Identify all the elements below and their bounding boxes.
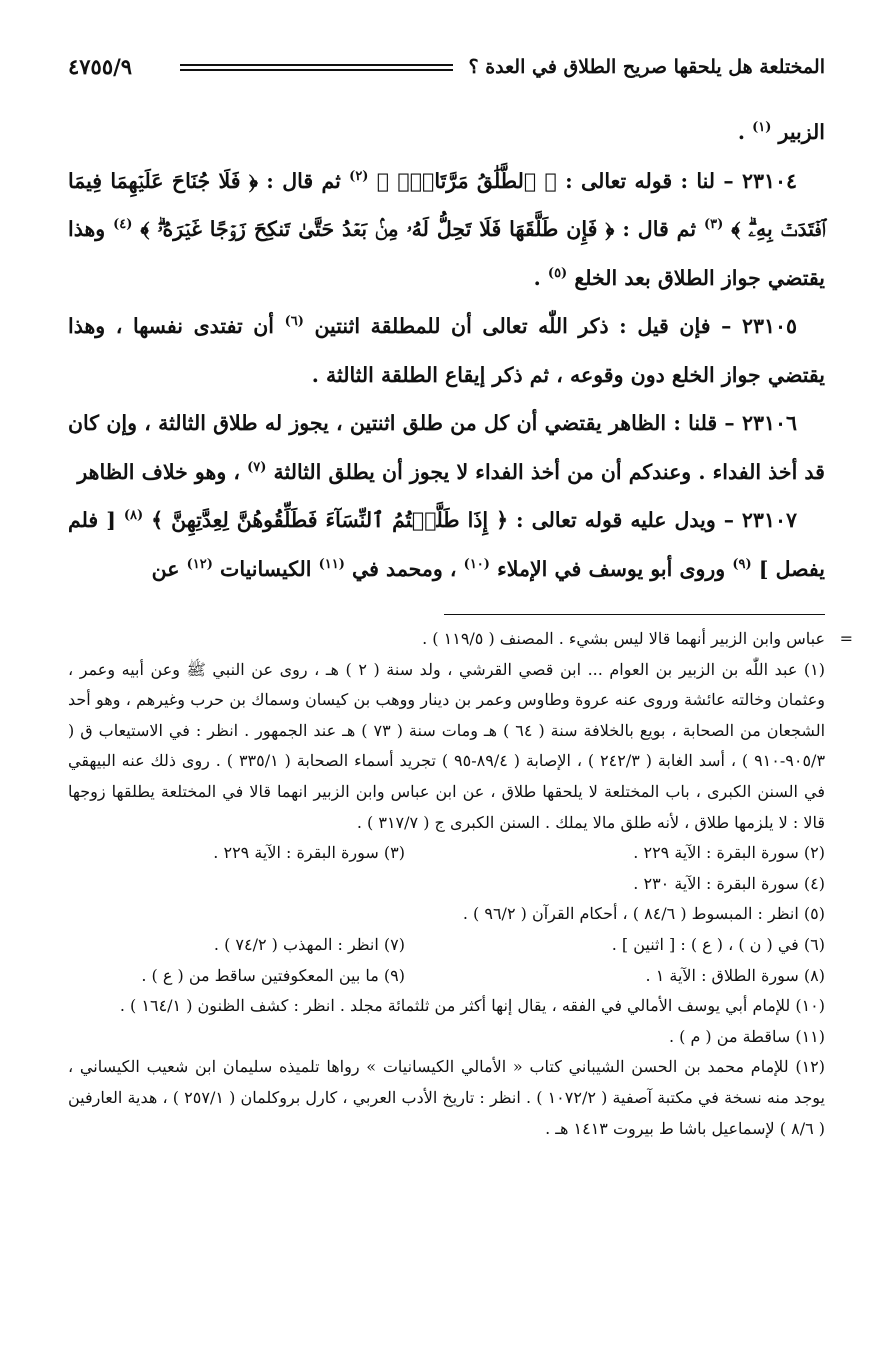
footnote-ref: (١٠) <box>463 556 490 572</box>
footnote-ref: (٢) <box>349 168 369 184</box>
paragraph-number: ٢٣١٠٧ <box>741 508 797 532</box>
paragraph-23104: ٢٣١٠٤ – لنا : قوله تعالى : ﴿ ٱلطَّلَٰقُ مَرَّتَانِۖ ﴾ $^{(٢)}$ ثم قال : ﴿ فَلَا جُنَاحَ عَلَيۡهِمَا فِيمَا ٱفۡتَدَتۡ بِهِۦۗ ﴾ $^{(٣)}$ ثم قال : ﴿ فَإِن طَلَّقَهَا فَلَا تَحِلُّ لَهُۥ مِنۢ بَعۡدُ حَتَّىٰ تَنكِحَ زَوۡجًا غَيۡرَهُۥۗ ﴾ $^{(٤)}$ وهذا يقتضي جواز الطلاق بعد الخلع $^{(٥)}$ . <box>68 168 826 290</box>
footnote-6: (٦) في ( ن ) ، ( ع ) : [ اثنين ] . <box>611 934 825 954</box>
paragraph-23107: ٢٣١٠٧ – ويدل عليه قوله تعالى : ﴿ إِذَا طَلَّقۡتُمُ ٱلنِّسَآءَ فَطَلِّقُوهُنَّ لِعِدَّتِهِنَّ ﴾ $^{(٨)}$ [ فلم يفصل ] $^{(٩)}$ وروى أبو يوسف في الإملاء $^{(١٠)}$ ، ومحمد في $^{(١١)}$ الكيسانيات $^{(١٢)}$ عن <box>68 508 825 581</box>
quran-verse: ﴿ فَإِن طَلَّقَهَا فَلَا تَحِلُّ لَهُۥ مِنۢ بَعۡدُ حَتَّىٰ تَنكِحَ زَوۡجًا غَيۡرَهُۥۗ ﴾ <box>140 217 615 241</box>
quran-verse: ﴿ فَلَا جُنَاحَ عَلَيۡهِمَا فِيمَا ٱفۡتَدَتۡ بِهِۦۗ ﴾ <box>68 168 826 241</box>
quran-verse: ﴿ إِذَا طَلَّقۡتُمُ ٱلنِّسَآءَ فَطَلِّقُوهُنَّ لِعِدَّتِهِنَّ ﴾ <box>151 508 509 532</box>
footnote-9: (٩) ما بين المعكوفتين ساقط من ( ع ) . <box>141 965 405 985</box>
footnote-ref: (١١) <box>318 556 345 572</box>
header-double-rule <box>180 64 453 71</box>
footnote-2: (٢) سورة البقرة : الآية ٢٢٩ . <box>633 843 825 863</box>
footnote-ref: (٣) <box>703 217 724 233</box>
running-title: المختلعة هل يلحقها صريح الطلاق في العدة ؟ <box>468 56 825 78</box>
paragraph-number: ٢٣١٠٦ <box>741 411 797 435</box>
paragraph-number: ٢٣١٠٥ <box>741 314 797 338</box>
main-text <box>68 108 825 593</box>
footnote-12: (١٢) للإمام محمد بن الحسن الشيباني كتاب « الأمالي الكيسانيات » رواها تلميذه سليمان ابن شعيب الكيساني ، يوجد منه نسخة في مكتبة آصفية ( ١٠٧٢/٢ ) . انظر : تاريخ الأدب العربي ، كارل بروكلمان ( ٢٥٧/١ ) ، هدية العارفين ( ٨/٦ ) لإسماعيل باشا ط بيروت ١٤١٣ هـ . <box>68 1057 826 1138</box>
footnote-1: (١) عبد اللّٰه بن الزبير بن العوام ... ابن قصي القرشي ، ولد سنة ( ٢ ) هـ ، روى عن النبي ﷺ وعن أبيه وعمر ، وعثمان وخالته عائشة وروى عنه عروة وطاوس وعمر بن دينار ووهب بن كيسان وسماك بن حرب وغيرهم ، وهو أحد الشجعان من الصحابة ، بويع بالخلافة سنة ( ٦٤ ) هـ ومات سنة ( ٧٣ ) هـ عند الجمهور . انظر : في الاستيعاب ق ( ٩٠٥/٣-٩١٠ ) ، أسد الغابة ( ٢٤٢/٣ ) ، الإصابة ( ٨٩/٤-٩٥ ) تجريد أسماء الصحابة ( ٣٣٥/١ ) . روى ذلك عنه البيهقي في السنن الكبرى ، باب المختلعة لا يلحقها طلاق ، عن ابن عباس وابن الزبير انهما قالا في المختلعة يطلقها زوجها قالا : لا يلزمها طلاق ، لأنه طلق مالا يملك . السنن الكبرى ج ( ٣١٧/٧ ) . <box>68 659 826 832</box>
footnote-8: (٨) سورة الطلاق : الآية ١ . <box>645 965 825 985</box>
quran-verse: ﴿ ٱلطَّلَٰقُ مَرَّتَانِۖ ﴾ <box>376 168 557 193</box>
footnote-ref: (١٢) <box>186 556 213 572</box>
footnote-3: (٣) سورة البقرة : الآية ٢٢٩ . <box>213 843 405 863</box>
footnote-11: (١١) ساقطة من ( م ) . <box>668 1026 825 1046</box>
paragraph-continuation: الزبير $^{(١)}$ . <box>737 120 825 144</box>
footnote-continuation: = عباس وابن الزبير أنهما قالا ليس بشيء . المصنف ( ١١٩/٥ ) . <box>68 624 825 655</box>
footnote-7: (٧) انظر : المهذب ( ٧٤/٢ ) . <box>213 934 405 954</box>
footnote-ref: (١) <box>752 120 772 136</box>
footnote-ref: (٤) <box>113 217 133 233</box>
running-header <box>68 52 825 92</box>
page-number: ٤٧٥٥/٩ <box>68 54 133 79</box>
footnote-4: (٤) سورة البقرة : الآية ٢٣٠ . <box>633 873 825 893</box>
footnote-ref: (٥) <box>547 265 568 281</box>
paragraph-23106: ٢٣١٠٦ – قلنا : الظاهر يقتضي أن كل من طلق اثنتين ، يجوز له طلاق الثالثة ، وإن كان قد أخذ الفداء . وعندكم أن من أخذ الفداء لا يجوز أن يطلق الثالثة $^{(٧)}$ ، وهو خلاف الظاهر <box>68 411 825 484</box>
paragraph-23105: ٢٣١٠٥ – فإن قيل : ذكر اللّٰه تعالى أن للمطلقة اثنتين $^{(٦)}$ أن تفتدى نفسها ، وهذا يقتضي جواز الخلع دون وقوعه ، ثم ذكر إيقاع الطلقة الثالثة . <box>68 314 825 387</box>
continuation-mark: = <box>839 629 853 648</box>
footnote-separator <box>444 614 825 615</box>
paragraph-number: ٢٣١٠٤ <box>741 168 798 193</box>
footnote-row <box>68 838 825 869</box>
footnote-5: (٥) انظر : المبسوط ( ٨٤/٦ ) ، أحكام القرآن ( ٩٦/٢ ) . <box>462 904 825 924</box>
footnote-ref: (٧) <box>247 459 267 475</box>
footnote-ref: (٩) <box>732 556 752 572</box>
footnote-10: (١٠) للإمام أبي يوسف الأمالي في الفقه ، يقال إنها أكثر من ثلثمائة مجلد . انظر : كشف الظنون ( ١٦٤/١ ) . <box>119 996 825 1016</box>
footnotes <box>68 624 853 1144</box>
footnote-row <box>68 961 825 992</box>
footnote-row <box>68 930 825 961</box>
footnote-ref: (٨) <box>123 508 144 524</box>
footnote-ref: (٦) <box>284 314 304 330</box>
